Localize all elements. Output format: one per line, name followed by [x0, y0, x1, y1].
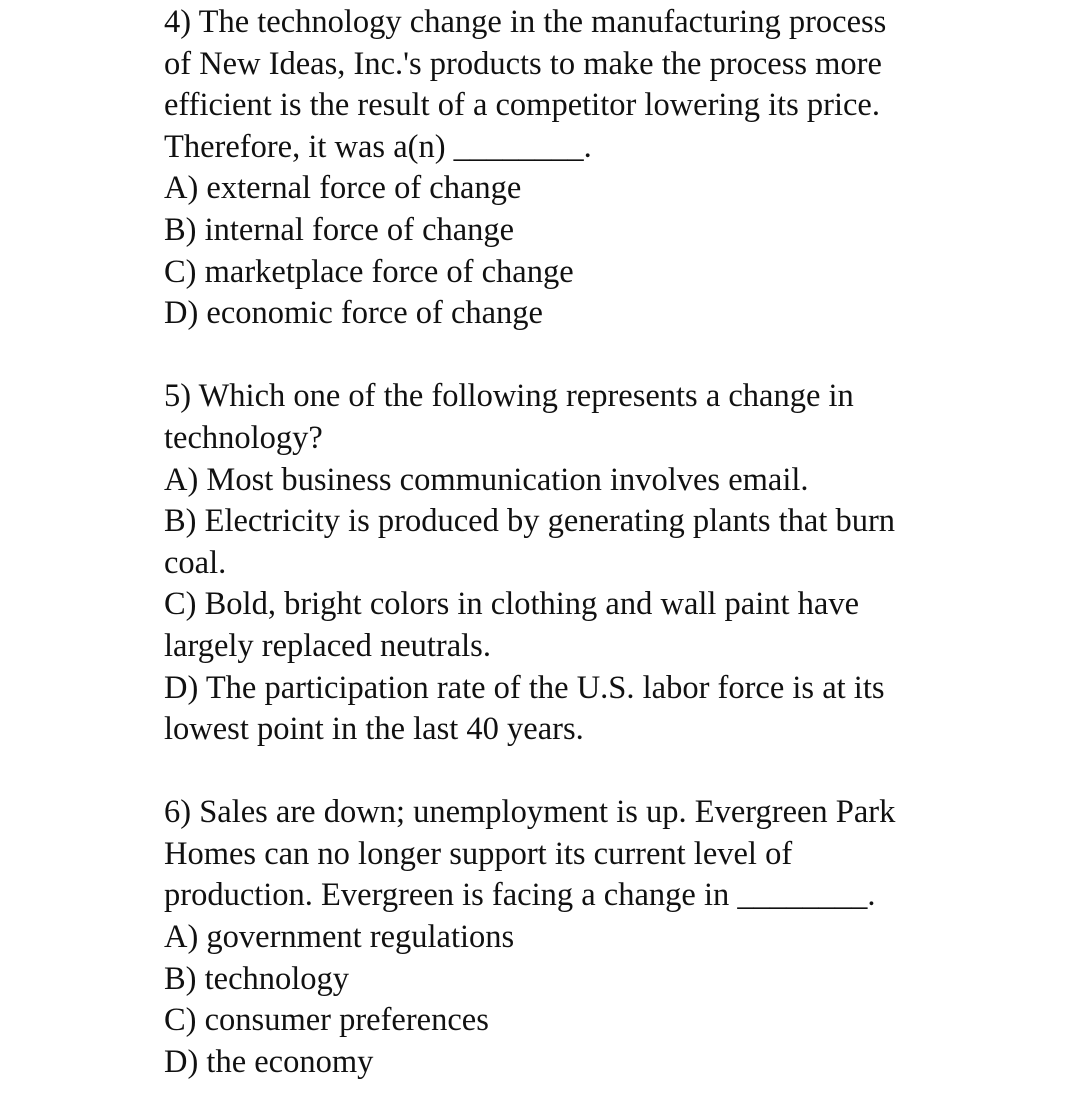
answer-option-d: D) economic force of change — [164, 295, 543, 332]
question-text-line: 5) Which one of the following represents a change in — [164, 378, 854, 415]
question-5 — [164, 376, 984, 750]
answer-option-c: C) marketplace force of change — [164, 253, 574, 290]
answer-option-c: C) consumer preferences — [164, 1002, 489, 1039]
question-4 — [164, 2, 984, 335]
question-text-line: 6) Sales are down; unemployment is up. Evergreen Park — [164, 794, 896, 831]
question-text-line: 4) The technology change in the manufacturing process — [164, 4, 887, 40]
answer-option-b-cont: coal. — [164, 544, 227, 581]
question-text-line: of New Ideas, Inc.'s products to make the process more — [164, 45, 882, 82]
answer-option-b: B) technology — [164, 960, 350, 997]
answer-option-c-cont: largely replaced neutrals. — [164, 627, 491, 664]
question-text-line: Homes can no longer support its current level of — [164, 835, 793, 872]
question-6 — [164, 792, 984, 1083]
answer-option-a: A) Most business communication involves email. — [164, 461, 809, 498]
answer-option-d-cont: lowest point in the last 40 years. — [164, 711, 584, 748]
question-text-line: efficient is the result of a competitor lowering its price. — [164, 87, 880, 124]
question-text-line: Therefore, it was a(n) ________. — [164, 128, 592, 165]
answer-option-d: D) the economy — [164, 1043, 374, 1080]
question-text-line: production. Evergreen is facing a change in ________. — [164, 877, 876, 914]
answer-option-d: D) The participation rate of the U.S. labor force is at its — [164, 669, 885, 706]
question-text-line: technology? — [164, 419, 323, 456]
answer-option-a: A) external force of change — [164, 170, 522, 207]
answer-option-c: C) Bold, bright colors in clothing and wall paint have — [164, 586, 860, 623]
answer-option-a: A) government regulations — [164, 919, 515, 956]
answer-option-b: B) Electricity is produced by generating plants that burn — [164, 503, 896, 540]
answer-option-b: B) internal force of change — [164, 211, 515, 248]
document-page — [164, 2, 984, 1083]
